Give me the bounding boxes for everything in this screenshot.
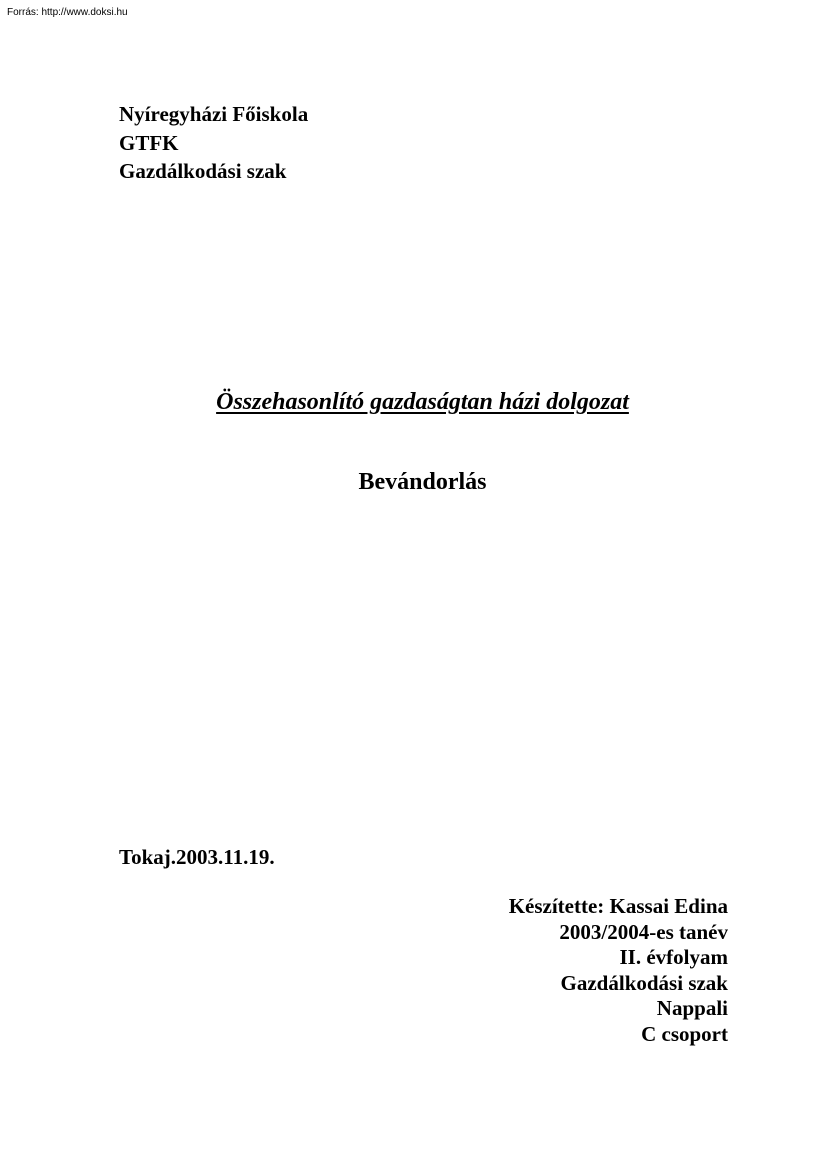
source-line: Forrás: http://www.doksi.hu bbox=[7, 7, 128, 18]
institution-name: Nyíregyházi Főiskola bbox=[119, 102, 309, 126]
student-group: C csoport bbox=[641, 1021, 728, 1046]
academic-year: 2003/2004-es tanév bbox=[559, 919, 728, 944]
document-title: Összehasonlító gazdaságtan házi dolgozat bbox=[216, 389, 629, 415]
place-date: Tokaj.2003.11.19. bbox=[119, 845, 275, 869]
year-of-study: II. évfolyam bbox=[619, 945, 728, 970]
header-block bbox=[119, 100, 308, 186]
faculty-name: GTFK bbox=[119, 130, 179, 155]
author-block bbox=[509, 894, 728, 1048]
program-name: Gazdálkodási szak bbox=[119, 159, 287, 183]
prepared-by: Készítette: Kassai Edina bbox=[508, 894, 728, 918]
author-program: Gazdálkodási szak bbox=[560, 970, 728, 995]
study-mode: Nappali bbox=[656, 996, 728, 1021]
document-subtitle: Bevándorlás bbox=[358, 469, 487, 495]
